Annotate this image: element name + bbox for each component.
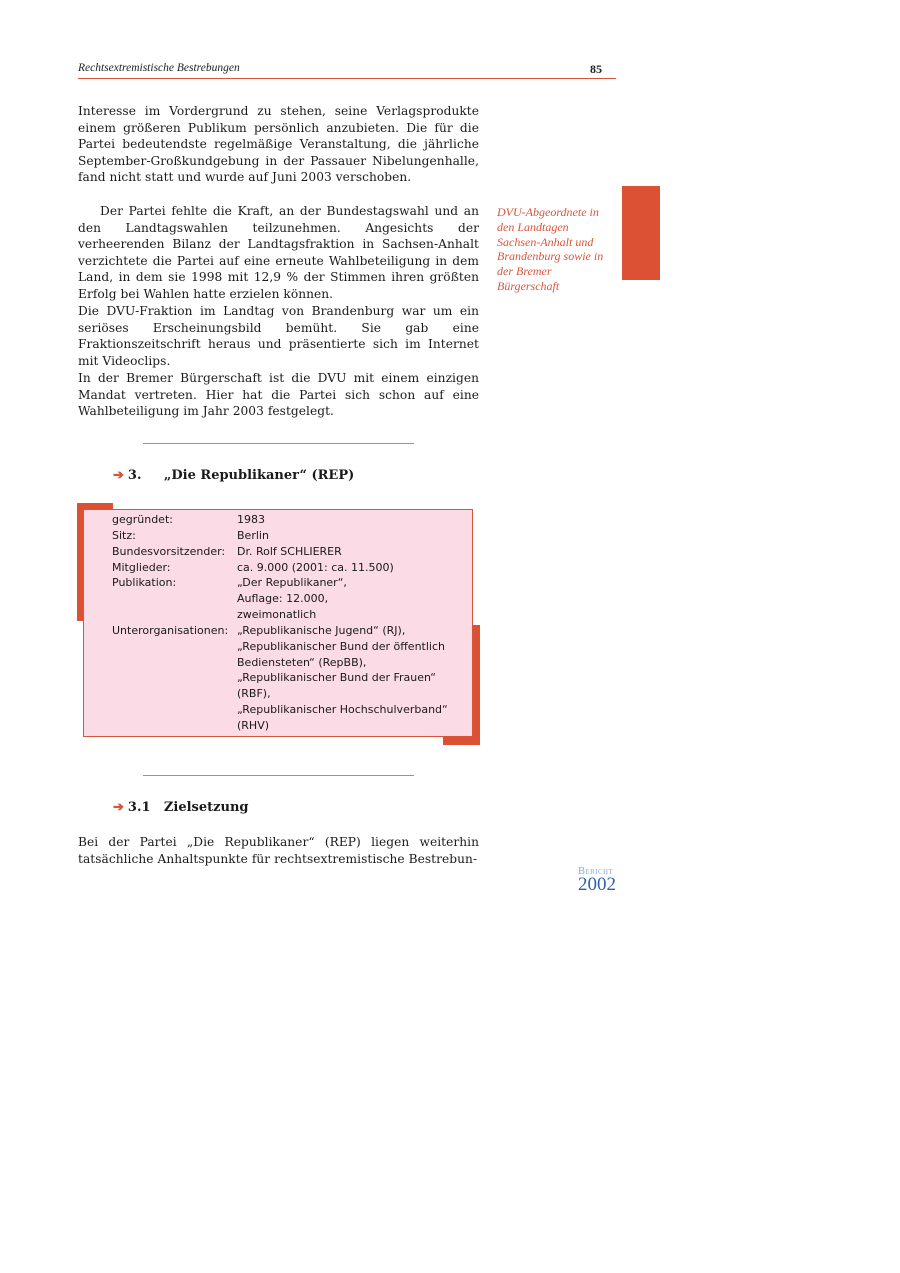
info-value-line: 1983 <box>237 513 265 526</box>
info-value-line: Dr. Rolf SCHLIERER <box>237 545 342 558</box>
info-label: Bundesvorsitzender: <box>112 545 226 558</box>
info-value <box>237 528 467 544</box>
paragraph-bremen: In der Bremer Bürgerschaft ist die DVU mit einem einzigen Mandat vertreten. Hier hat die Partei sich schon auf eine Wahlbeteiligung im Jahr 2003 festgelegt. <box>78 371 479 419</box>
section-title: „Die Republikaner“ (REP) <box>163 468 355 483</box>
section-heading-republikaner <box>113 468 354 488</box>
info-value <box>237 544 467 560</box>
arrow-right-icon: ➔ <box>113 468 124 483</box>
page-number: 85 <box>590 62 602 76</box>
info-label: Unterorganisationen: <box>112 624 229 637</box>
paragraph-brandenburg: Die DVU-Fraktion im Landtag von Brandenburg war um ein seriöses Erscheinungsbild bemüht. Sie gab eine Fraktionszeitschrift heraus und präsentierte sich im Internet mit Videoclips. <box>78 304 479 368</box>
info-value-line: „Republikanische Jugend“ (RJ), <box>237 624 406 637</box>
side-marker-block <box>622 186 660 280</box>
paragraph-zielsetzung: Bei der Partei „Die Republikaner“ (REP) liegen weiterhin tatsächliche Anhaltspunkte für rechtsextremistische Bestrebun- <box>78 835 479 866</box>
section-heading-zielsetzung <box>113 800 249 820</box>
info-value-line: (RBF), <box>237 687 271 701</box>
logo-text-year: 2002 <box>578 874 616 895</box>
section-number: 3. <box>127 468 142 483</box>
info-value <box>237 560 467 576</box>
info-value <box>237 512 467 528</box>
section-number: 3.1 <box>127 800 151 815</box>
party-info-box <box>83 509 473 737</box>
arrow-right-icon: ➔ <box>113 800 124 815</box>
logo-text-top: Bericht <box>578 866 614 877</box>
info-value-line: zweimonatlich <box>237 607 317 621</box>
info-value <box>237 575 467 622</box>
info-value-line: Auflage: 12.000, <box>237 591 329 605</box>
side-note: DVU-Abgeordnete in den Landtagen Sachsen-Anhalt und Brandenburg sowie in der Bremer Bürgerschaft <box>497 205 604 293</box>
paragraph-bundestagswahl: Der Partei fehlte die Kraft, an der Bundestagswahl und an den Landtagswahlen teilzunehmen. Angesichts der verheerenden Bilanz der Landtagsfraktion in Sachsen-Anhalt verzichtete die Partei auf eine erneute Wahlbeteiligung in dem Land, in dem sie 1998 mit 12,9 % der Stimmen ihren größten Erfolg bei Wahlen hatte erzielen können. <box>78 204 479 301</box>
info-value-line: „Republikanischer Bund der Frauen“ <box>237 671 436 685</box>
info-value-line: „Republikanischer Bund der öffentlich <box>237 639 445 653</box>
paragraph-verlagsprodukte: Interesse im Vordergrund zu stehen, seine Verlagsprodukte einem größeren Publikum persönlich anzubieten. Die für die Partei bedeutendste regelmäßige Veranstaltung, die jährliche September-Großkundgebung in der Passauer Nibelungenhalle, fand nicht statt und wurde auf Juni 2003 verschoben. <box>78 104 479 185</box>
info-value-line: ca. 9.000 (2001: ca. 11.500) <box>237 561 394 574</box>
bericht-2002-logo <box>578 866 638 896</box>
info-value-line: „Der Republikaner“, <box>237 576 347 589</box>
info-label: gegründet: <box>112 513 173 526</box>
info-label: Sitz: <box>112 529 136 542</box>
info-value-line: Berlin <box>237 529 269 542</box>
info-label: Publikation: <box>112 576 177 589</box>
running-header <box>78 62 616 79</box>
section-divider-top <box>143 443 414 444</box>
section-divider-bottom <box>143 775 414 776</box>
info-value-line: (RHV) <box>237 718 270 732</box>
running-title: Rechtsextremistische Bestrebungen <box>78 62 240 74</box>
info-value-line: „Republikanischer Hochschulverband“ <box>237 702 448 716</box>
info-value-line: Bediensteten“ (RepBB), <box>237 655 367 669</box>
info-label: Mitglieder: <box>112 561 171 574</box>
info-value <box>237 623 467 734</box>
section-title: Zielsetzung <box>163 800 249 815</box>
